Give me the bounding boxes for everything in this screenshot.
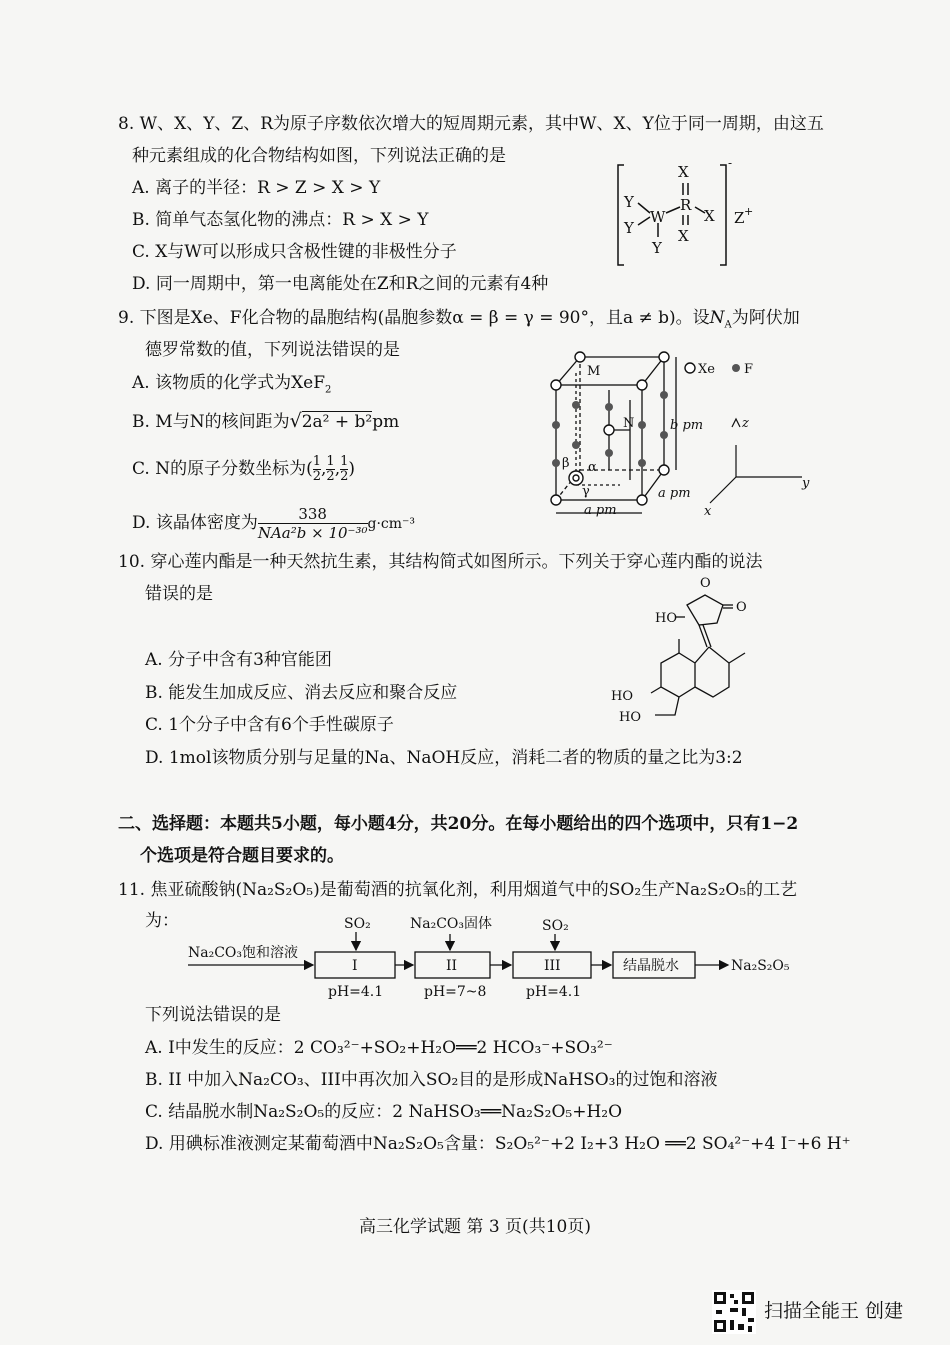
q8-structure-figure (610, 155, 780, 275)
q9-fig-alpha: α (588, 460, 597, 475)
q9-na-sub: A (724, 319, 732, 331)
q9-fig-axis-y: y (802, 476, 810, 491)
q11-option-d: D. 用碘标准液测定某葡萄酒中Na₂S₂O₅含量：S₂O₅²⁻+2 I₂+3 H₂O ══2 SO₄²⁻+4 I⁻+6 H⁺ (145, 1134, 851, 1154)
q11-flow-so2-2: SO₂ (542, 918, 569, 934)
q9-d-unit: g·cm⁻³ (367, 516, 416, 532)
q9-option-b (132, 411, 399, 432)
q10-option-b: B. 能发生加成反应、消去反应和聚合反应 (145, 683, 458, 703)
q8-option-c: C. X与W可以形成只含极性键的非极性分子 (132, 242, 457, 262)
q11-flow-product: Na₂S₂O₅ (731, 958, 790, 974)
q9-c-den2: 2 (326, 469, 335, 484)
q9-c-den1: 2 (312, 469, 321, 484)
q8-option-d: D. 同一周期中，第一电离能处在Z和R之间的元素有4种 (132, 274, 549, 294)
q10-option-c: C. 1个分子中含有6个手性碳原子 (145, 715, 394, 735)
page-footer: 高三化学试题 第 3 页(共10页) (359, 1217, 591, 1237)
q9-stem-line2: 德罗常数的值，下列说法错误的是 (145, 340, 400, 360)
q11-option-c: C. 结晶脱水制Na₂S₂O₅的反应：2 NaHSO₃══Na₂S₂O₅+H₂O (145, 1102, 623, 1122)
q10-stem-line1: 10. 穿心莲内酯是一种天然抗生素，其结构简式如图所示。下列关于穿心莲内酯的说法 (118, 552, 763, 572)
q11-option-a: A. I中发生的反应：2 CO₃²⁻+SO₂+H₂O══2 HCO₃⁻+SO₃²⁻ (145, 1038, 613, 1058)
q10-option-a: A. 分子中含有3种官能团 (145, 650, 332, 670)
q8-option-a: A. 离子的半径：R > Z > X > Y (132, 178, 381, 198)
q9-na: N (709, 308, 725, 328)
q10-stem-line2: 错误的是 (145, 584, 213, 604)
q8-fig-y1: Y (624, 193, 634, 211)
q11-stem-line3: 下列说法错误的是 (145, 1005, 281, 1025)
section2-line1: 二、选择题：本题共5小题，每小题4分，共20分。在每小题给出的四个选项中，只有1−2 (118, 814, 799, 834)
q11-flow-box-i: I (352, 958, 358, 974)
q10-fig-o-ring: O (700, 576, 711, 591)
q9-fig-a-pm-right: a pm (658, 486, 691, 501)
q9-fig-beta: β (562, 456, 570, 471)
q8-fig-minus: - (728, 156, 733, 170)
q11-flow-box-crystallize: 结晶脱水 (623, 958, 679, 974)
q9-c-num1: 1 (312, 454, 321, 469)
q10-fig-ho-mid: HO (611, 689, 633, 704)
q9-fig-n: N (623, 416, 635, 431)
q10-molecule-figure (605, 575, 775, 730)
q11-flow-ph-3: pH=4.1 (526, 984, 582, 1000)
qr-code-icon (712, 1290, 756, 1334)
q11-flow-ph-2: pH=7~8 (424, 984, 487, 1000)
q8-stem-line2: 种元素组成的化合物结构如图，下列说法正确的是 (132, 146, 506, 166)
q8-fig-w: W (650, 208, 666, 226)
q11-flow-feed: Na₂CO₃饱和溶液 (188, 945, 299, 961)
q11-flowchart (180, 912, 800, 1004)
q9-c-num2: 1 (326, 454, 335, 469)
q11-flow-ph-1: pH=4.1 (328, 984, 384, 1000)
q9-fig-b-pm: b pm (670, 418, 704, 433)
q9-b-sqrt-icon: √ (289, 410, 302, 432)
q8-option-b: B. 简单气态氢化物的沸点：R > X > Y (132, 210, 429, 230)
q8-fig-z: Z (734, 209, 745, 227)
q8-fig-x-top: X (678, 163, 689, 181)
q8-fig-x-right: X (704, 207, 715, 225)
q9-c-den3: 2 (340, 469, 349, 484)
q8-stem-line1: 8. W、X、Y、Z、R为原子序数依次增大的短周期元素，其中W、X、Y位于同一周期，由这五 (118, 114, 824, 134)
q10-option-d: D. 1mol该物质分别与足量的Na、NaOH反应，消耗二者的物质的量之比为3:2 (145, 748, 743, 768)
q9-a-sub: 2 (325, 384, 332, 396)
q11-stem-line2: 为： (145, 911, 179, 931)
q11-option-b: B. II 中加入Na₂CO₃、III中再次加入SO₂目的是形成NaHSO₃的过饱和溶液 (145, 1070, 718, 1090)
q9-fig-m: M (587, 364, 601, 379)
q11-stem-line1: 11. 焦亚硫酸钠(Na₂S₂O₅)是葡萄酒的抗氧化剂，利用烟道气中的SO₂生产Na₂S₂O₅的工艺 (118, 880, 798, 900)
q8-fig-plus: + (744, 205, 754, 218)
q10-fig-ho-top: HO (655, 611, 677, 626)
q11-flow-na2co3: Na₂CO₃固体 (410, 916, 493, 932)
q9-fig-axis-x: x (704, 504, 712, 519)
q8-fig-y2: Y (624, 219, 634, 237)
q9-fig-axis-z: z (742, 416, 749, 431)
q9-d-denominator: NAa²b × 10⁻³⁰ (257, 524, 368, 542)
q9-b-radicand: 2a² + b² (301, 412, 373, 432)
scanner-watermark-text: 扫描全能王 创建 (764, 1300, 904, 1322)
q9-option-a (132, 373, 331, 400)
q11-flow-box-ii: II (446, 958, 458, 974)
q9-fig-a-pm-bottom: a pm (584, 503, 617, 518)
q10-fig-ho-bottom: HO (619, 710, 641, 725)
q10-fig-o-carbonyl: O (736, 600, 747, 615)
q9-option-c: C. N的原子分数坐标为( $\frac{1}{2}$, $\frac{1}{2}$, $\frac{1}{2}$) (132, 454, 356, 484)
q9-option-d (132, 505, 415, 542)
q9-stem-text: 9. 下图是Xe、F化合物的晶胞结构(晶胞参数α = β = γ = 90°，且a ≠ b)。设 (118, 308, 710, 328)
q9-cell-figure (540, 345, 830, 520)
q9-stem-text-b: 为阿伏加 (731, 308, 800, 328)
q8-fig-x-bottom: X (678, 227, 689, 245)
q11-flow-box-iii: III (544, 958, 561, 974)
q9-c-num3: 1 (340, 454, 349, 469)
q9-b-text: B. M与N的核间距为 (132, 412, 290, 432)
q11-flow-so2-1: SO₂ (344, 916, 371, 932)
q9-d-text: D. 该晶体密度为 (132, 513, 258, 533)
q9-stem-line1 (118, 308, 800, 335)
q8-fig-y3: Y (652, 239, 662, 257)
q9-c-text: C. N的原子分数坐标为( (132, 459, 313, 479)
section2-line2: 个选项是符合题目要求的。 (140, 846, 344, 866)
q9-fig-legend-xe: Xe (698, 362, 715, 377)
q9-fig-legend-f: F (744, 362, 754, 377)
q9-a-text: A. 该物质的化学式为XeF (132, 373, 326, 393)
q9-fig-gamma: γ (582, 484, 590, 499)
q9-c-close: ) (348, 459, 356, 479)
q9-b-unit: pm (372, 412, 400, 432)
q8-fig-r: R (680, 196, 692, 214)
q9-d-numerator: 338 (258, 505, 368, 524)
